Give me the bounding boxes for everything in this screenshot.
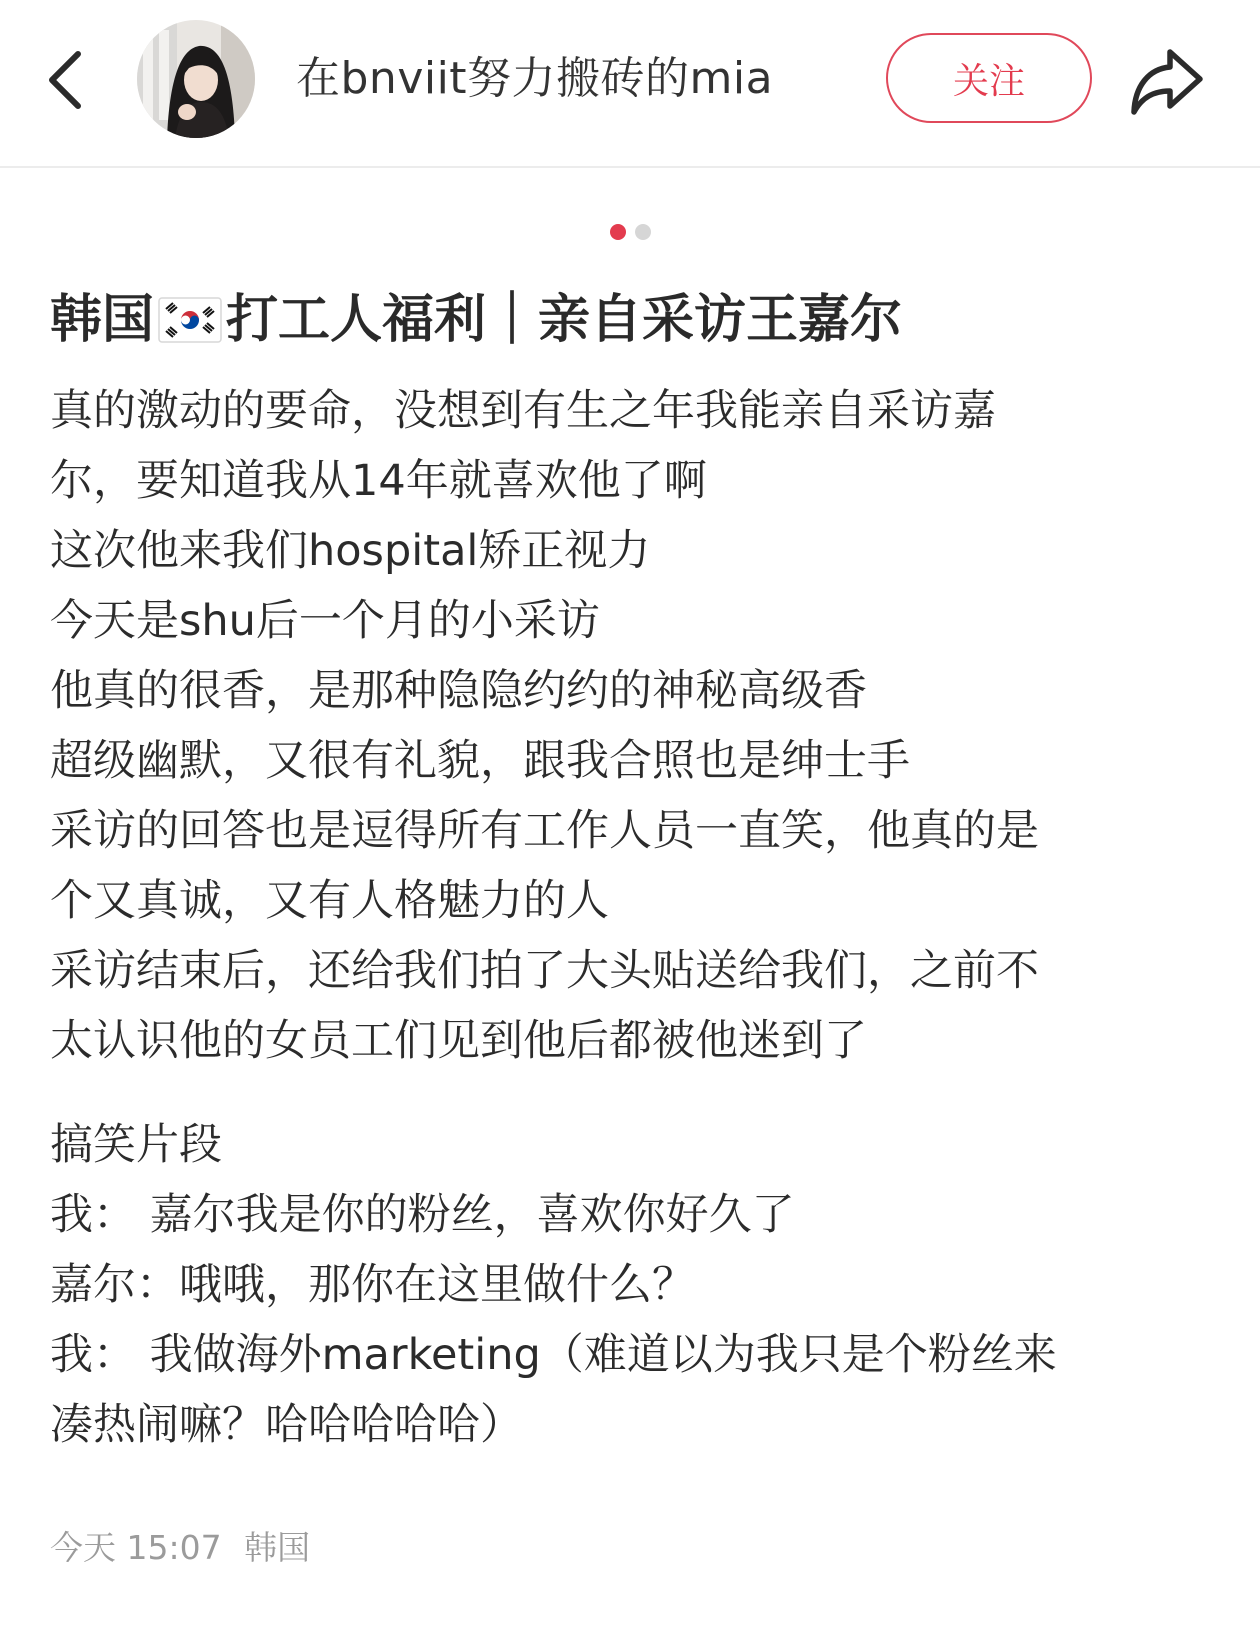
chevron-left-icon [38, 44, 98, 116]
body-line: 真的激动的要命，没想到有生之年我能亲自采访嘉 [50, 386, 996, 436]
south-korea-flag-icon [158, 295, 222, 345]
dialogue-line: 凑热闹嘛？哈哈哈哈哈） [50, 1400, 523, 1450]
dialogue-line: 我： 我做海外marketing（难道以为我只是个粉丝来 [50, 1330, 1057, 1380]
author-name[interactable]: 在bnviit努力搬砖的mia [296, 53, 774, 104]
body-line: 今天是shu后一个月的小采访 [50, 596, 600, 646]
back-button[interactable] [38, 44, 98, 116]
author-avatar[interactable] [137, 20, 255, 138]
post-body [50, 376, 1210, 1460]
body-line: 采访结束后，还给我们拍了大头贴送给我们，之前不 [50, 946, 1039, 996]
body-line: 采访的回答也是逗得所有工作人员一直笑，他真的是 [50, 806, 1039, 856]
carousel-indicator [0, 224, 1260, 240]
body-line: 个又真诚，又有人格魅力的人 [50, 876, 609, 926]
top-bar [0, 0, 1260, 168]
post-location: 韩国 [244, 1528, 311, 1567]
dialogue-line: 我： 嘉尔我是你的粉丝，喜欢你好久了 [50, 1190, 795, 1240]
follow-button[interactable]: 关注 [886, 33, 1092, 123]
share-button[interactable] [1126, 42, 1206, 122]
title-part-2: 打工人福利｜亲自采访王嘉尔 [226, 290, 903, 350]
title-part-1: 韩国 [50, 290, 155, 350]
body-line: 尔，要知道我从14年就喜欢他了啊 [50, 456, 707, 506]
post-time: 今天 15:07 [50, 1528, 222, 1567]
paragraph-gap [50, 1076, 1210, 1110]
share-arrow-icon [1126, 42, 1206, 122]
carousel-dot-1[interactable] [610, 224, 626, 240]
section-heading: 搞笑片段 [50, 1120, 222, 1170]
post-title [50, 284, 902, 356]
body-line: 太认识他的女员工们见到他后都被他迷到了 [50, 1016, 867, 1066]
body-line: 这次他来我们hospital矫正视力 [50, 526, 651, 576]
dialogue-line: 嘉尔：哦哦，那你在这里做什么？ [50, 1260, 695, 1310]
body-line: 他真的很香，是那种隐隐约约的神秘高级香 [50, 666, 867, 716]
post-meta [50, 1526, 322, 1570]
avatar-photo [137, 20, 255, 138]
carousel-dot-2[interactable] [635, 224, 651, 240]
body-line: 超级幽默，又很有礼貌，跟我合照也是绅士手 [50, 736, 910, 786]
